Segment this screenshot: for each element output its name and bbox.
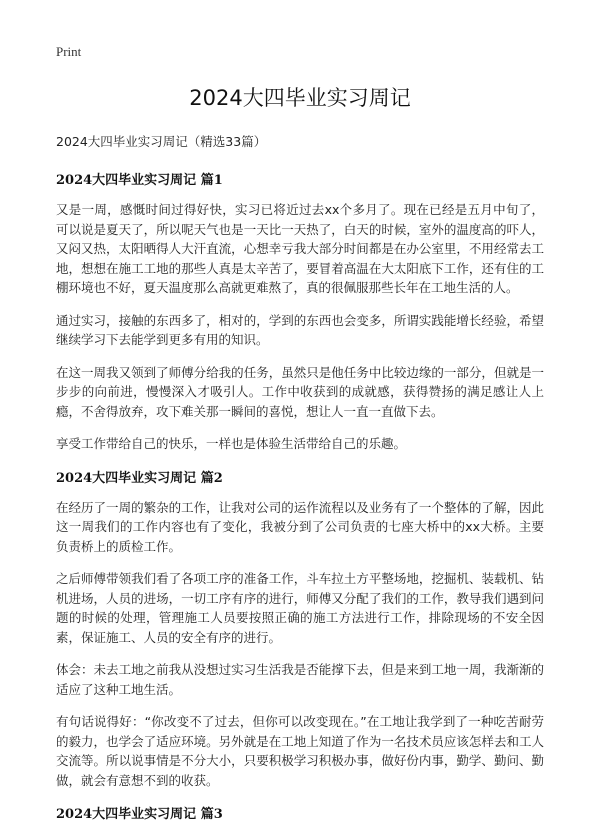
section-2 [56, 467, 544, 791]
document-title: 2024大四毕业实习周记 [189, 86, 411, 110]
paragraph: 体会：未去工地之前我从没想过实习生活我是否能撑下去，但是来到工地一周，我渐渐的适应了这种工地生活。 [56, 662, 544, 697]
section-heading: 2024大四毕业实习周记 篇2 [56, 470, 223, 486]
paragraph: 又是一周，感慨时间过得好快，实习已将近过去xx个多月了。现在已经是五月中旬了，可以说是夏天了，所以呢天气也是一天比一天热了，白天的时候，室外的温度高的吓人，又闷又热，太阳晒得人大汗直流，心想幸亏我大部分时间都是在办公室里，不用经常去工地，想想在施工工地的那些人真是太辛苦了，要冒着高温在大太阳底下工作，还有住的工棚环境也不好，夏天温度那么高就更难熬了，真的很佩服那些长年在工地生活的人。 [56, 202, 544, 295]
section-heading: 2024大四毕业实习周记 篇1 [56, 173, 223, 188]
paragraph: 在这一周我又领到了师傅分给我的任务，虽然只是他任务中比较边缘的一部分，但就是一步步的向前进，慢慢深入才吸引人。工作中收获到的成就感，获得赞扬的满足感让人上瘾，不舍得放弃，攻下难关那一瞬间的喜悦，想让人一直一直做下去。 [56, 364, 544, 419]
paragraph: 通过实习，接触的东西多了，相对的，学到的东西也会变多，所谓实践能增长经验，希望继续学习下去能学到更多有用的知识。 [56, 312, 544, 347]
section-1 [56, 169, 544, 454]
document-subtitle: 2024大四毕业实习周记（精选33篇） [56, 134, 267, 149]
paragraph: 在经历了一周的繁杂的工作，让我对公司的运作流程以及业务有了一个整体的了解，因此这一周我们的工作内容也有了变化，我被分到了公司负责的七座大桥中的xx大桥。主要负责桥上的质检工作。 [56, 499, 544, 554]
print-link[interactable]: Print [56, 44, 82, 59]
paragraph: 享受工作带给自己的快乐，一样也是体验生活带给自己的乐趣。 [56, 436, 407, 451]
paragraph: 有句话说得好：“你改变不了过去，但你可以改变现在。”在工地让我学到了一种吃苦耐劳的毅力，也学会了适应环境。另外就是在工地上知道了作为一名技术员应该怎样去和工人交流等。所以说事情是不分大小，只要积极学习积极办事，做好份内事，勤学、勤问、勤做，就会有意想不到的收获。 [56, 714, 544, 788]
paragraph: 之后师傅带领我们看了各项工序的准备工作，斗车拉土方平整场地，挖掘机、装载机、钻机进场，人员的进场，一切工序有序的进行，师傅又分配了我们的工作，教导我们遇到问题的时候的处理，管理施工人员要按照正确的施工方法进行工作，排除现场的不安全因素，保证施工、人员的安全有序的进行。 [56, 571, 544, 645]
section-heading: 2024大四毕业实习周记 篇3 [56, 807, 223, 822]
section-3 [56, 803, 544, 822]
